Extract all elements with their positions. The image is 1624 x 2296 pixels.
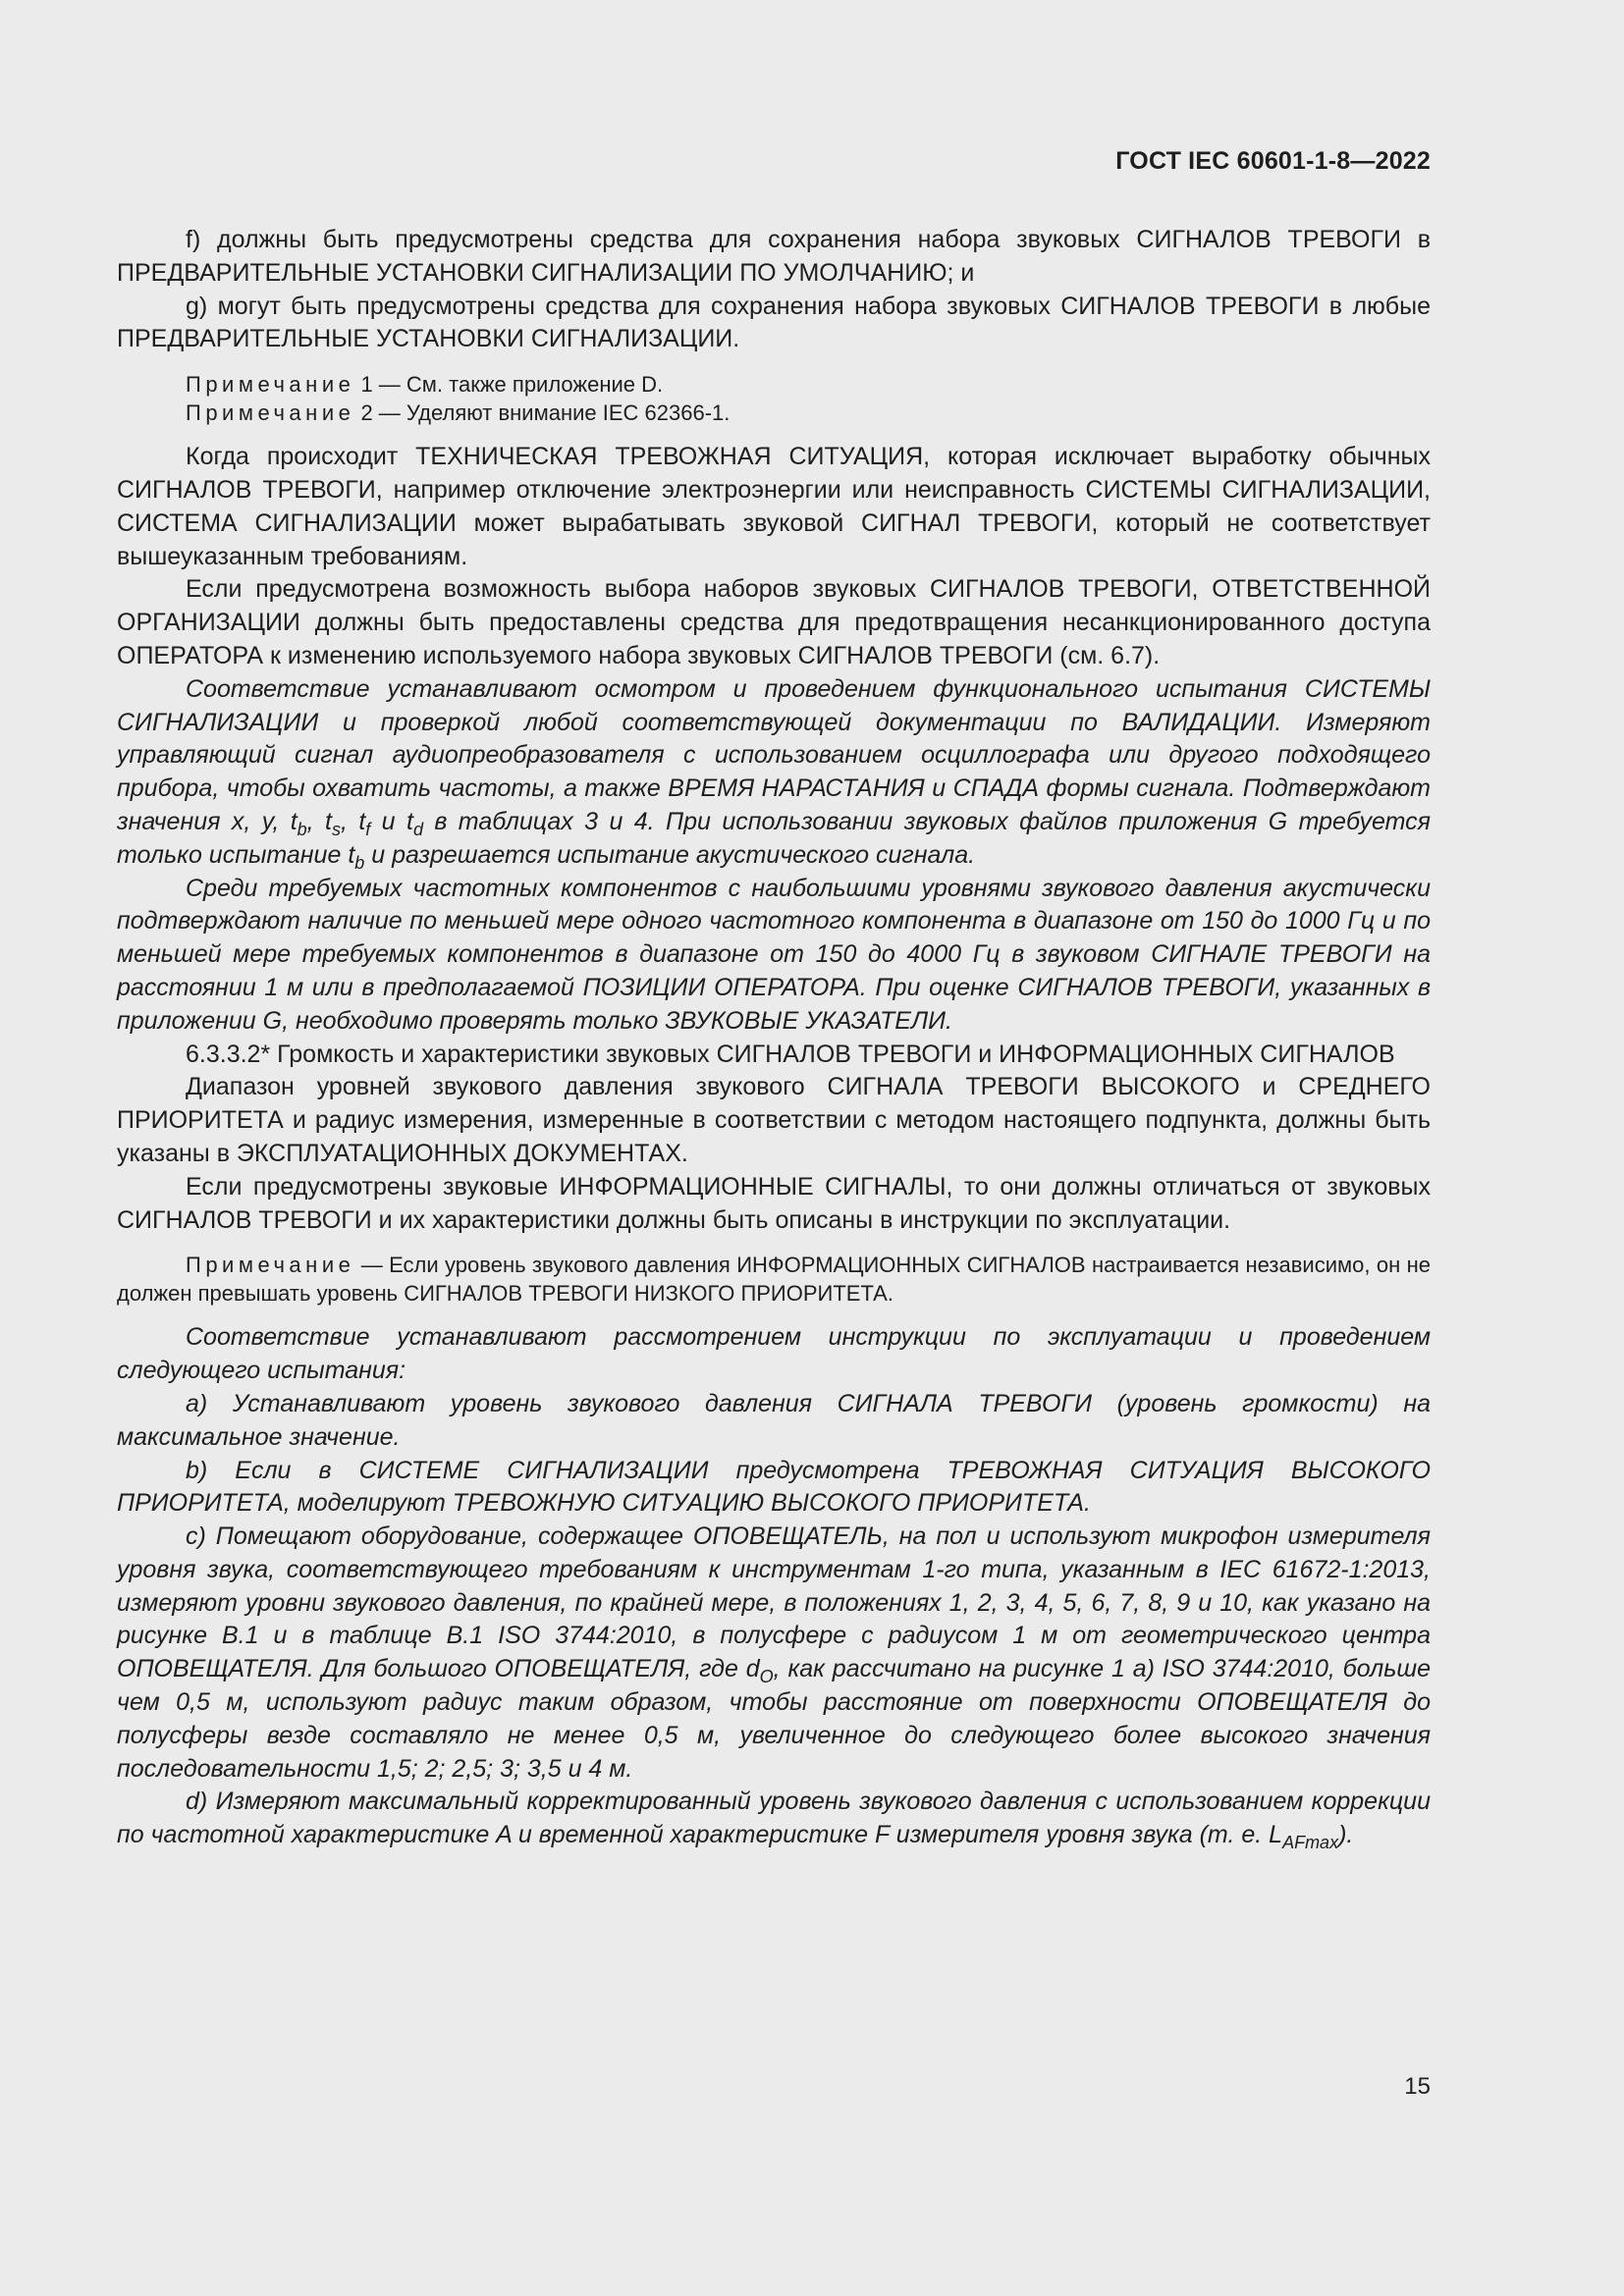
subscript: b: [297, 819, 307, 839]
text-run: и разрешается испытание акустического сигнала.: [364, 840, 976, 869]
section-heading-6-3-3-2: 6.3.3.2* Громкость и характеристики звуковых СИГНАЛОВ ТРЕВОГИ и ИНФОРМАЦИОННЫХ СИГНАЛОВ: [186, 1040, 1395, 1068]
text-run: , как рассчитано на рисунке 1 а) ISO 3744:2010, больше чем 0,5 м, используют радиус таким образом, чтобы расстояние от поверхности ОПОВЕЩАТЕЛЯ до полусферы везде составляло не менее 0,5 м, увеличенное до следующего более высокого значения последовательности 1,5; 2; 2,5; 3; 3,5 и 4 м.: [117, 1655, 1432, 1783]
paragraph-compliance-1: [117, 673, 1431, 873]
subscript: b: [354, 852, 365, 873]
paragraph-pressure-range: Диапазон уровней звукового давления звукового СИГНАЛА ТРЕВОГИ ВЫСОКОГО и СРЕДНЕГО ПРИОРИТЕТА и радиус измерения, измеренные в соответствии с методом настоящего подпункта, должны быть указаны в ЭКСПЛУАТАЦИОННЫХ ДОКУМЕНТАХ.: [117, 1073, 1431, 1167]
text-run: , t: [306, 807, 332, 835]
note-2: [117, 399, 1431, 427]
text-run: в таблицах 3 и 4. При использовании звуковых файлов приложения G требуется только испытание t: [117, 807, 1431, 869]
paragraph-frequency-components: Среди требуемых частотных компонентов с наибольшими уровнями звукового давления акустически подтверждают наличие по меньшей мере одного частотного компонента в диапазоне от 150 до 1000 Гц и по меньшей мере требуемых компонентов в диапазоне от 150 до 4000 Гц в звуковом СИГНАЛЕ ТРЕВОГИ на расстоянии 1 м или в предполагаемой ПОЗИЦИИ ОПЕРАТОРА. При оценке СИГНАЛОВ ТРЕВОГИ, указанных в приложении G, необходимо проверять только ЗВУКОВЫЕ УКАЗАТЕЛИ.: [117, 874, 1431, 1035]
subscript: s: [331, 819, 341, 839]
text-run: Соответствие устанавливают осмотром и проведением функционального испытания СИСТЕМЫ СИГНАЛИЗАЦИИ и проверкой любой соответствующей документации по ВАЛИДАЦИИ. Измеряют управляющий сигнал аудиопреобразователя с использованием осциллографа или другого подходящего прибора, чтобы охватить частоты, а также ВРЕМЯ НАРАСТАНИЯ и СПАДА формы сигнала. Подтверждают значения x, y, t: [117, 674, 1431, 835]
subscript: AFmax: [1282, 1833, 1339, 1853]
step-a: a) Устанавливают уровень звукового давления СИГНАЛА ТРЕВОГИ (уровень громкости) на максимальное значение.: [117, 1389, 1431, 1451]
note-3: [117, 1251, 1431, 1308]
paragraph-technical-alarm: Когда происходит ТЕХНИЧЕСКАЯ ТРЕВОЖНАЯ СИТУАЦИЯ, которая исключает выработку обычных СИГНАЛОВ ТРЕВОГИ, например отключение электроэнергии или неисправность СИСТЕМЫ СИГНАЛИЗАЦИИ, СИСТЕМА СИГНАЛИЗАЦИИ может вырабатывать звуковой СИГНАЛ ТРЕВОГИ, который не соответствует вышеуказанным требованиям.: [117, 443, 1431, 570]
item-f: f) должны быть предусмотрены средства для сохранения набора звуковых СИГНАЛОВ ТРЕВОГИ в ПРЕДВАРИТЕЛЬНЫЕ УСТАНОВКИ СИГНАЛИЗАЦИИ ПО УМОЛЧАНИЮ; и: [117, 226, 1431, 287]
paragraph-alarm-set-selection: Если предусмотрена возможность выбора наборов звуковых СИГНАЛОВ ТРЕВОГИ, ОТВЕТСТВЕННОЙ ОРГАНИЗАЦИИ должны быть предоставлены средства для предотвращения несанкционированного доступа ОПЕРАТОРА к изменению используемого набора звуковых СИГНАЛОВ ТРЕВОГИ (см. 6.7).: [117, 575, 1431, 669]
step-c: [117, 1521, 1431, 1786]
page-number: 15: [1404, 2073, 1431, 2100]
text-run: d) Измеряют максимальный корректированный уровень звукового давления с использованием коррекции по частотной характеристике A и временной характеристике F измерителя уровня звука (т. е. L: [117, 1788, 1431, 1849]
text-run: c) Помещают оборудование, содержащее ОПОВЕЩАТЕЛЬ, на пол и используют микрофон измерителя уровня звука, соответствующего требованиям к инструментам 1-го типа, указанным в IEC 61672-1:2013, измеряют уровни звукового давления, по крайней мере, в положениях 1, 2, 3, 4, 5, 6, 7, 8, 9 и 10, как указано на рисунке B.1 и в таблице B.1 ISO 3744:2010, в полусфере с радиусом 1 м от геометрического центра ОПОВЕЩАТЕЛЯ. Для большого ОПОВЕЩАТЕЛЯ, где d: [117, 1522, 1431, 1683]
note-label: Примечание: [186, 372, 355, 398]
note-label: Примечание: [186, 1253, 355, 1278]
step-b: b) Если в СИСТЕМЕ СИГНАЛИЗАЦИИ предусмотрена ТРЕВОЖНАЯ СИТУАЦИЯ ВЫСОКОГО ПРИОРИТЕТА, моделируют ТРЕВОЖНУЮ СИТУАЦИЮ ВЫСОКОГО ПРИОРИТЕТА.: [117, 1456, 1431, 1518]
paragraph-compliance-2: Соответствие устанавливают рассмотрением инструкции по эксплуатации и проведением следующего испытания:: [117, 1323, 1431, 1385]
document-header: ГОСТ IEC 60601-1-8—2022: [1115, 147, 1431, 175]
step-d: [117, 1786, 1431, 1852]
text-run: ).: [1338, 1821, 1354, 1849]
paragraph-information-signals: Если предусмотрены звуковые ИНФОРМАЦИОННЫЕ СИГНАЛЫ, то они должны отличаться от звуковых СИГНАЛОВ ТРЕВОГИ и их характеристики должны быть описаны в инструкции по эксплуатации.: [117, 1172, 1431, 1234]
note-text: — Если уровень звукового давления ИНФОРМАЦИОННЫХ СИГНАЛОВ настраивается независимо, он не должен превышать уровень СИГНАЛОВ ТРЕВОГИ НИЗКОГО ПРИОРИТЕТА.: [117, 1253, 1431, 1307]
text-run: и t: [370, 807, 413, 835]
page-body: [117, 224, 1431, 1852]
note-text: 2 — Уделяют внимание IEC 62366-1.: [354, 400, 731, 426]
subscript: f: [365, 819, 371, 839]
text-run: , t: [340, 807, 366, 835]
note-1: [117, 370, 1431, 399]
subscript: d: [412, 819, 423, 839]
item-g: g) могут быть предусмотрены средства для сохранения набора звуковых СИГНАЛОВ ТРЕВОГИ в любые ПРЕДВАРИТЕЛЬНЫЕ УСТАНОВКИ СИГНАЛИЗАЦИИ.: [117, 292, 1431, 353]
note-label: Примечание: [186, 400, 355, 426]
subscript: O: [759, 1667, 774, 1687]
note-text: 1 — См. также приложение D.: [354, 372, 664, 398]
